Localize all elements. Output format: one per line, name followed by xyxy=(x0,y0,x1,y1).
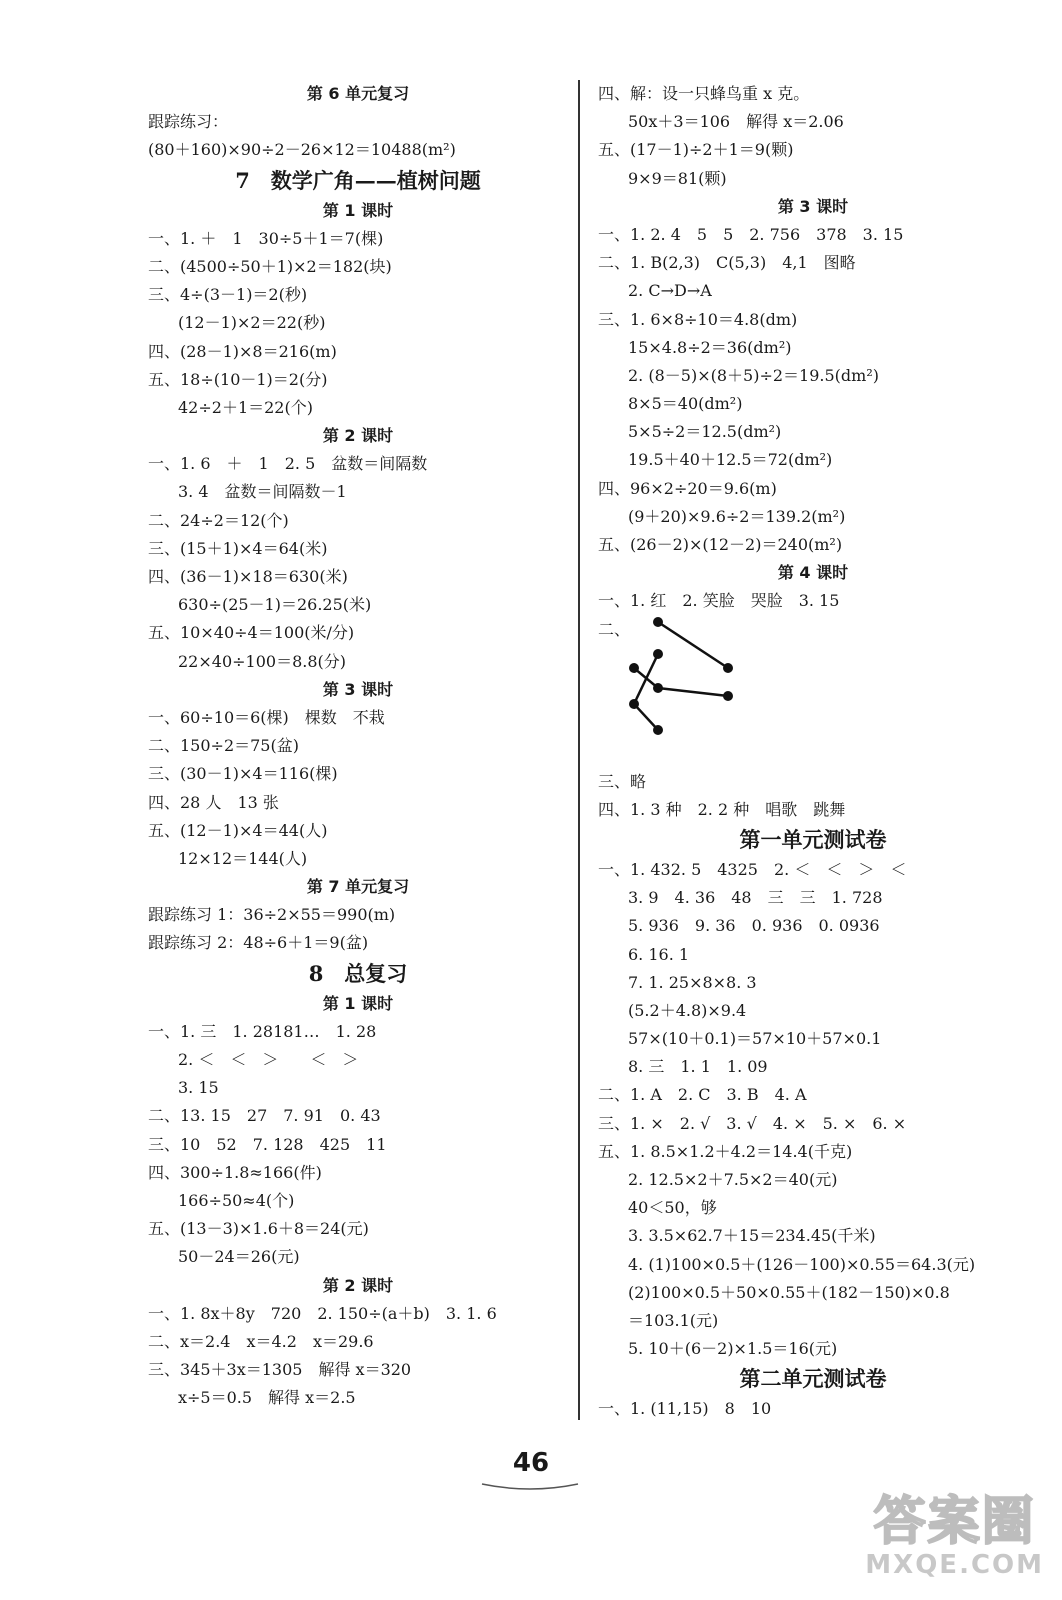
answer-line: 四、(28－1)×8＝216(m) xyxy=(148,341,337,361)
answer-line: 2. (8－5)×(8＋5)÷2＝19.5(dm²) xyxy=(628,365,879,385)
watermark xyxy=(865,1494,1044,1580)
answer-line: 4. (1)100×0.5＋(126－100)×0.55＝64.3(元) xyxy=(628,1254,976,1274)
answer-line: 8. 三 1. 1 1. 09 xyxy=(628,1057,768,1077)
section-title: 8 总复习 xyxy=(308,960,408,986)
answer-line: 二、x＝2.4 x＝4.2 x＝29.6 xyxy=(148,1331,374,1351)
answer-line: 2. C→D→A xyxy=(628,281,712,301)
answer-line: 一、1. 8x＋8y 720 2. 150÷(a＋b) 3. 1. 6 xyxy=(148,1303,497,1323)
answer-line: 5×5÷2＝12.5(dm²) xyxy=(628,422,782,442)
section-heading: 第 1 课时 xyxy=(322,993,394,1013)
answer-line: (12－1)×2＝22(秒) xyxy=(178,313,326,333)
left-column xyxy=(148,80,568,1412)
answer-line: 五、1. 8.5×1.2＋4.2＝14.4(千克) xyxy=(598,1141,853,1161)
answer-line: 6. 16. 1 xyxy=(628,944,690,964)
answer-line: 四、解：设一只蜂鸟重 x 克。 xyxy=(598,84,810,103)
answer-line: 三、1. × 2. √ 3. √ 4. × 5. × 6. × xyxy=(598,1113,907,1133)
watermark-logo-text: 答案圈 xyxy=(873,1492,1036,1552)
answer-line: 一、1. 三 1. 28181… 1. 28 xyxy=(148,1021,377,1041)
section-title: 7 数学广角——植树问题 xyxy=(235,167,481,193)
answer-line: x÷5＝0.5 解得 x＝2.5 xyxy=(178,1388,356,1408)
right-column xyxy=(598,80,1028,1424)
answer-line: 一、1. (11,15) 8 10 xyxy=(598,1399,772,1419)
matching-line xyxy=(634,654,658,704)
matching-dot xyxy=(653,649,663,659)
matching-line xyxy=(658,622,728,668)
answer-line: 3. 9 4. 36 48 三 三 1. 728 xyxy=(628,888,883,908)
answer-line: 二、1. B(2,3) C(5,3) 4,1 图略 xyxy=(598,253,856,273)
answer-line: 630÷(25－1)＝26.25(米) xyxy=(178,595,372,615)
answer-line: 二、(4500÷50＋1)×2＝182(块) xyxy=(148,256,392,276)
answer-line: 166÷50≈4(个) xyxy=(178,1190,295,1210)
section-heading: 第 3 课时 xyxy=(777,196,849,216)
answer-line: 一、1. 2. 4 5 5 2. 756 378 3. 15 xyxy=(598,224,904,244)
answer-line: 四、28 人 13 张 xyxy=(148,792,279,812)
section-heading: 第 7 单元复习 xyxy=(306,877,410,897)
answer-line: 5. 936 9. 36 0. 936 0. 0936 xyxy=(628,916,880,936)
answer-line: 跟踪练习 2：48÷6＋1＝9(盆) xyxy=(148,933,369,953)
matching-line xyxy=(634,704,658,730)
answer-line: 7. 1. 25×8×8. 3 xyxy=(628,972,757,992)
section-heading: 第 1 课时 xyxy=(322,200,394,220)
answer-line: 二、13. 15 27 7. 91 0. 43 xyxy=(148,1106,381,1126)
answer-line: 57×(10＋0.1)＝57×10＋57×0.1 xyxy=(628,1029,882,1049)
answer-line: ＝103.1(元) xyxy=(628,1310,719,1330)
answer-line: 8×5＝40(dm²) xyxy=(628,394,743,414)
answer-line: 五、18÷(10－1)＝2(分) xyxy=(148,369,328,389)
section-heading: 第 4 课时 xyxy=(777,563,849,583)
answer-line: 三、10 52 7. 128 425 11 xyxy=(148,1134,387,1154)
section-heading: 第 3 课时 xyxy=(322,679,394,699)
answer-line: 2. ＜ ＜ ＞ ＜ ＞ xyxy=(178,1050,359,1069)
answer-line: 一、1. 6 ＋ 1 2. 5 盆数＝间隔数 xyxy=(148,454,428,474)
answer-line: 四、1. 3 种 2. 2 种 唱歌 跳舞 xyxy=(598,799,846,819)
matching-dot xyxy=(653,683,663,693)
answer-line: 3. 3.5×62.7＋15＝234.45(千米) xyxy=(628,1226,876,1246)
answer-line: 42÷2＋1＝22(个) xyxy=(178,397,313,417)
answer-line: 二、150÷2＝75(盆) xyxy=(148,736,299,756)
answer-line: 三、1. 6×8÷10＝4.8(dm) xyxy=(598,309,798,329)
answer-line: 二、24÷2＝12(个) xyxy=(148,510,289,530)
section-title: 第二单元测试卷 xyxy=(739,1366,887,1392)
matching-dot xyxy=(653,725,663,735)
section-heading: 第 2 课时 xyxy=(322,1275,394,1295)
answer-line: 五、(26－2)×(12－2)＝240(m²) xyxy=(598,535,843,554)
page-number-arc xyxy=(480,1480,580,1494)
matching-dot xyxy=(723,691,733,701)
answer-line: 三、(30－1)×4＝116(棵) xyxy=(148,764,338,784)
answer-line: 五、(13－3)×1.6＋8＝24(元) xyxy=(148,1219,369,1239)
answer-line: 9×9＝81(颗) xyxy=(628,168,727,188)
answer-line: 2. 12.5×2＋7.5×2＝40(元) xyxy=(628,1170,838,1189)
matching-line xyxy=(658,688,728,696)
section-heading: 第 2 课时 xyxy=(322,426,394,446)
answer-line: 二、1. A 2. C 3. B 4. A xyxy=(598,1085,807,1105)
answer-line: 五、(12－1)×4＝44(人) xyxy=(148,820,328,840)
answer-line: 四、96×2÷20＝9.6(m) xyxy=(598,478,777,498)
answer-line: 3. 4 盆数＝间隔数－1 xyxy=(178,482,347,502)
answer-line: (5.2＋4.8)×9.4 xyxy=(628,1000,747,1020)
answer-line: (9＋20)×9.6÷2＝139.2(m²) xyxy=(628,506,846,526)
answer-line: 12×12＝144(人) xyxy=(178,848,308,868)
answer-line: 3. 15 xyxy=(178,1078,219,1098)
answer-line: 跟踪练习： xyxy=(148,112,229,132)
answer-line: 22×40÷100＝8.8(分) xyxy=(178,651,347,671)
page-number: 46 xyxy=(512,1448,550,1478)
answer-line: 跟踪练习 1：36÷2×55＝990(m) xyxy=(148,905,396,925)
matching-dot xyxy=(723,663,733,673)
answer-line: (80＋160)×90÷2－26×12＝10488(m²) xyxy=(148,140,456,160)
answer-line: 19.5＋40＋12.5＝72(dm²) xyxy=(628,450,833,470)
answer-line: 40＜50，够 xyxy=(628,1198,717,1218)
matching-dot xyxy=(629,699,639,709)
answer-line: 四、(36－1)×18＝630(米) xyxy=(148,567,348,586)
section-title: 第一单元测试卷 xyxy=(739,826,887,852)
watermark-url: MXQE.COM xyxy=(865,1550,1044,1580)
matching-dot xyxy=(629,663,639,673)
answer-line: 5. 10＋(6－2)×1.5＝16(元) xyxy=(628,1339,838,1359)
answer-line: 五、(17－1)÷2＋1＝9(颗) xyxy=(598,140,794,160)
answer-line: 三、345＋3x＝1305 解得 x＝320 xyxy=(148,1360,412,1380)
answer-line: 50x＋3＝106 解得 x＝2.06 xyxy=(628,112,844,132)
matching-dot xyxy=(653,617,663,627)
answer-line: 一、1. 432. 5 4325 2. ＜ ＜ ＞ ＜ xyxy=(598,859,907,879)
answer-line: 一、1. ＋ 1 30÷5＋1＝7(棵) xyxy=(148,228,384,248)
answer-line: 50－24＝26(元) xyxy=(178,1247,300,1267)
answer-line: 一、1. 红 2. 笑脸 哭脸 3. 15 xyxy=(598,591,840,611)
answer-line: 15×4.8÷2＝36(dm²) xyxy=(628,337,792,357)
answer-line: 二、 xyxy=(598,616,1028,768)
answer-line: 四、300÷1.8≈166(件) xyxy=(148,1162,322,1182)
answer-line: 三、略 xyxy=(598,771,647,791)
answer-line: 三、4÷(3－1)＝2(秒) xyxy=(148,285,308,305)
column-divider xyxy=(578,80,580,1420)
section-heading: 第 6 单元复习 xyxy=(306,84,410,103)
matching-diagram xyxy=(618,616,818,768)
answer-line: 三、(15＋1)×4＝64(米) xyxy=(148,538,328,558)
answer-line: (2)100×0.5＋50×0.55＋(182－150)×0.8 xyxy=(628,1282,950,1302)
answer-line: 一、60÷10＝6(棵) 棵数 不栽 xyxy=(148,707,385,727)
answer-line: 五、10×40÷4＝100(米/分) xyxy=(148,623,355,643)
